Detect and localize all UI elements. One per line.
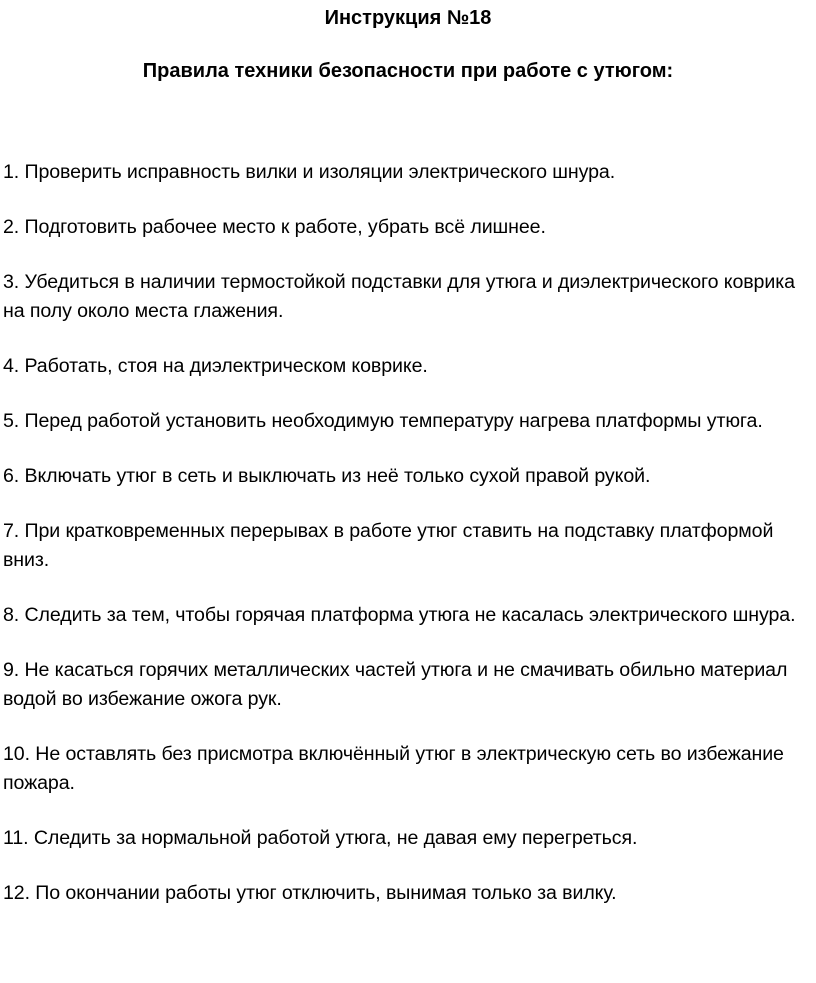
- instruction-item: 11. Следить за нормальной работой утюга, не давая ему перегреться.: [3, 827, 638, 849]
- instruction-list: [3, 158, 811, 934]
- document-title: Инструкция №18: [324, 7, 492, 29]
- instruction-item: 5. Перед работой установить необходимую температуру нагрева платформы утюга.: [3, 410, 763, 432]
- instruction-item: 7. При кратковременных перерывах в работе утюг ставить на подставку платформой вниз.: [3, 520, 774, 571]
- instruction-item: 2. Подготовить рабочее место к работе, убрать всё лишнее.: [3, 216, 546, 238]
- instruction-item: 9. Не касаться горячих металлических частей утюга и не смачивать обильно материал водой во избежание ожога рук.: [3, 659, 788, 710]
- instruction-item: 1. Проверить исправность вилки и изоляции электрического шнура.: [3, 161, 616, 183]
- instruction-item: 6. Включать утюг в сеть и выключать из неё только сухой правой рукой.: [3, 465, 651, 487]
- instruction-item: 10. Не оставлять без присмотра включённый утюг в электрическую сеть во избежание пожара.: [3, 743, 784, 794]
- instruction-item: 3. Убедиться в наличии термостойкой подставки для утюга и диэлектрического коврика на полу около места глажения.: [3, 271, 795, 322]
- instruction-item: 4. Работать, стоя на диэлектрическом коврике.: [3, 355, 428, 377]
- instruction-item: 12. По окончании работы утюг отключить, вынимая только за вилку.: [3, 882, 617, 904]
- instruction-item: 8. Следить за тем, чтобы горячая платформа утюга не касалась электрического шнура.: [3, 604, 796, 626]
- document-subtitle: Правила техники безопасности при работе с утюгом:: [142, 60, 674, 82]
